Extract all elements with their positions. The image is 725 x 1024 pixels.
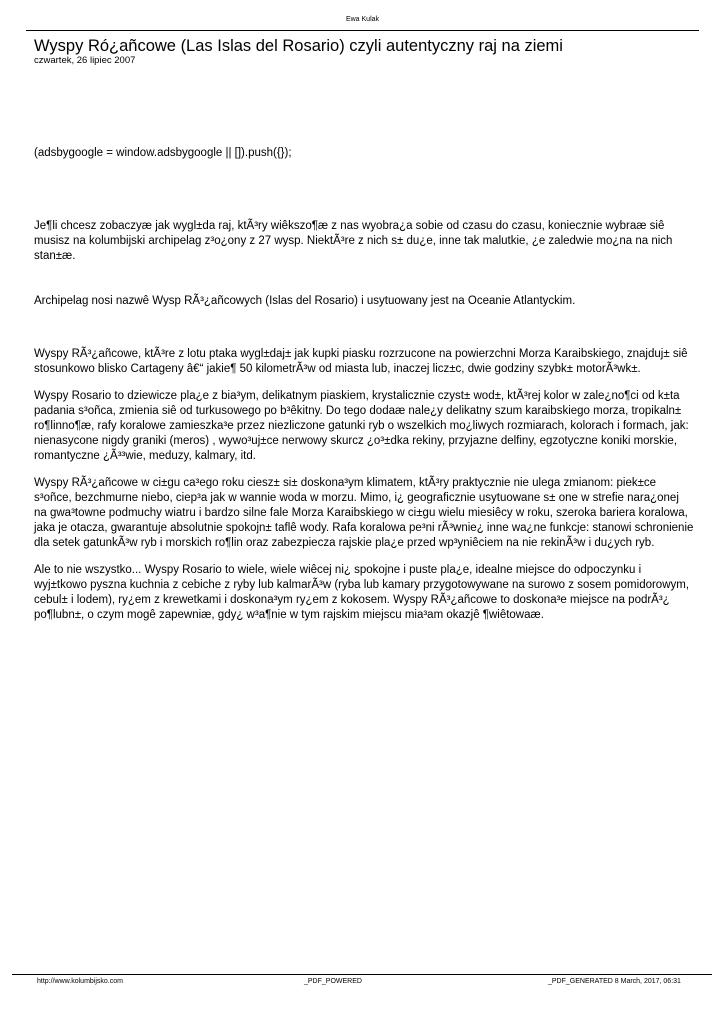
article-paragraph: Archipelag nosi nazwê Wysp RÃ³¿añcowych (Islas del Rosario) i usytuowany jest na Oceanie Atlantyckim. bbox=[34, 295, 576, 307]
article-body bbox=[34, 146, 694, 623]
article-paragraph: Wyspy Rosario to dziewicze pla¿e z bia³ym, delikatnym piaskiem, krystalicznie czyst± wod±, ktÃ³rej kolor w zale¿no¶ci od k±ta padania s³oñca, zmienia siê od turkusowego po b³êkitny. Do tego dodaæ nale¿y delikatny szum karaibskiego morza, tropikaln± ro¶linno¶æ, rafy koralowe zamieszka³e przez niezliczone gatunki ryb o wszelkich mo¿liwych rozmiarach, kolorach i formach, jak: nienasycone nigdy graniki (meros) , wywo³uj±ce nerwowy skurcz ¿o³±dka rekiny, przyjazne delfiny, egzotyczne koniki morskie, romantyczne ¿Ã³³wie, meduzy, kalmary, itd. bbox=[34, 390, 689, 462]
article-title: Wyspy Ró¿añcowe (Las Islas del Rosario) czyli autentyczny raj na ziemi bbox=[34, 37, 563, 55]
article-paragraph: Wyspy RÃ³¿añcowe w ci±gu ca³ego roku ciesz± si± doskona³ym klimatem, ktÃ³ry praktycznie nie ulega zmianom: piek±ce s³oñce, bezchmurne niebo, ciep³a jak w wannie woda w morzu. Mimo, i¿ geograficznie usytuowane s± one w strefie nara¿onej na gwa³towne podmuchy wiatru i bardzo silne fale Morza Karaibskiego w ci±gu wielu miesiêcy w roku, szeroka bariera koralowa, jaka je otacza, gwarantuje absolutnie spokojn± taflê wody. Rafa koralowa pe³ni rÃ³wnie¿ inne wa¿ne funkcje: stanowi schronienie dla setek gatunkÃ³w ryb i morskich ro¶lin oraz zabezpiecza rajskie pla¿e przed wp³yniêciem na nie rekinÃ³w i du¿ych ryb. bbox=[34, 477, 694, 549]
article-paragraph: Wyspy RÃ³¿añcowe, ktÃ³re z lotu ptaka wygl±daj± jak kupki piasku rozrzucone na powierzchni Morza Karaibskiego, znajduj± siê stosunkowo blisko Cartageny â€“ jakie¶ 50 kilometrÃ³w od miasta lub, inaczej licz±c, dwie godziny szybk± motorÃ³wk±. bbox=[34, 348, 688, 375]
article-paragraph: Je¶li chcesz zobaczyæ jak wygl±da raj, ktÃ³ry wiêkszo¶æ z nas wyobra¿a sobie od czasu do czasu, koniecznie wybraæ siê musisz na kolumbijski archipelag z³o¿ony z 27 wysp. NiektÃ³re z nich s± du¿e, inne tak malutkie, ¿e zaledwie mo¿na na nich stan±æ. bbox=[34, 220, 673, 262]
article-paragraph: Ale to nie wszystko... Wyspy Rosario to wiele, wiele wiêcej ni¿ spokojne i puste pla¿e, idealne miejsce do odpoczynku i wyj±tkowo pyszna kuchnia z cebiche z ryby lub kalmarÃ³w (ryba lub kamary przygotowywane na surowo z sosem pomidorowym, cebul± i lodem), ry¿em z krewetkami i doskona³ym ry¿em z kokosem. Wyspy RÃ³¿añcowe to doskona³e miejsce na podrÃ³¿ po¶lubn±, o czym mogê zapewniæ, gdy¿ w³a¶nie w tym rajskim miejscu mia³am okazjê ¶wiêtowaæ. bbox=[34, 564, 690, 621]
article-date: czwartek, 26 lipiec 2007 bbox=[34, 55, 136, 66]
footer-generated: _PDF_GENERATED 8 March, 2017, 06:31 bbox=[548, 978, 681, 985]
footer-url: http://www.kolumbijsko.com bbox=[37, 978, 123, 985]
page-header-author: Ewa Kulak bbox=[345, 16, 380, 23]
footer-divider bbox=[12, 974, 712, 975]
ads-script-text: (adsbygoogle = window.adsbygoogle || []).push({}); bbox=[34, 147, 292, 159]
header-divider bbox=[26, 30, 699, 31]
footer-powered: _PDF_POWERED bbox=[304, 978, 362, 985]
